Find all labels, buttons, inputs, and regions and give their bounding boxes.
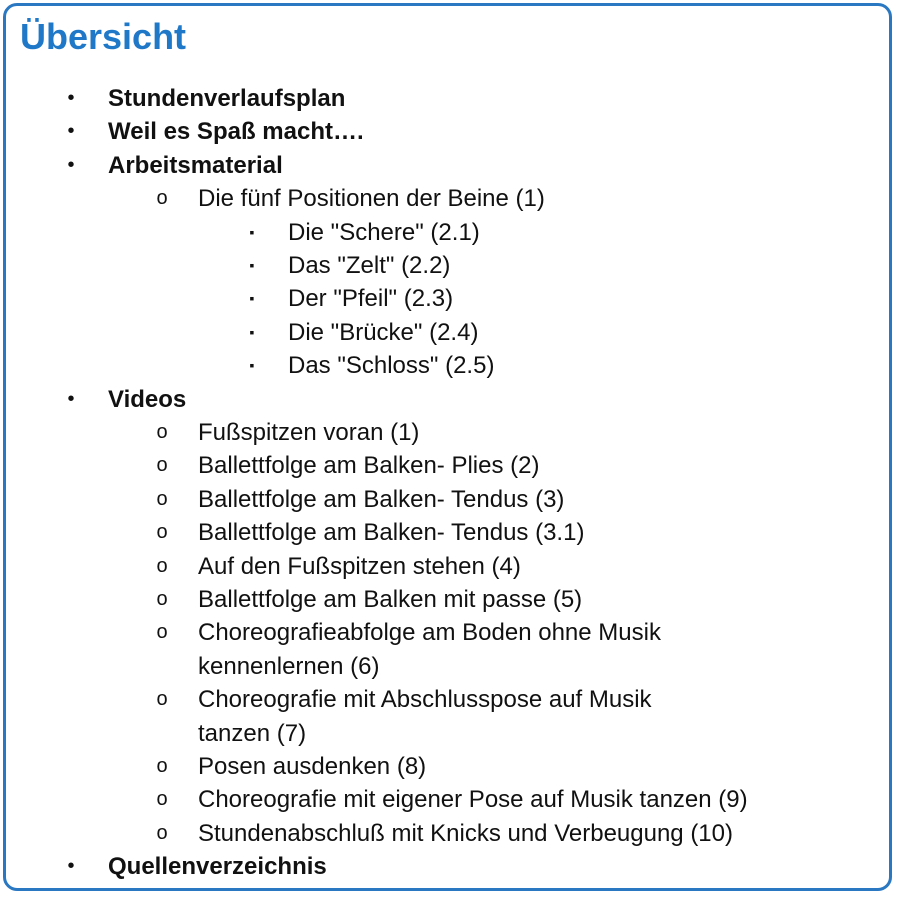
bullet-icon: o <box>156 588 168 610</box>
bullet-icon: o <box>156 688 168 711</box>
outline-item-continuation: tanzen (7) <box>198 719 307 747</box>
bullet-icon: • <box>67 120 75 143</box>
bullet-icon: • <box>67 387 75 410</box>
outline-item <box>0 115 880 148</box>
outline-item <box>0 216 880 249</box>
outline-item <box>0 82 880 115</box>
outline-item-text: Ballettfolge am Balken- Tendus (3) <box>198 485 565 513</box>
outline-item <box>0 349 880 382</box>
outline-item-text: Stundenverlaufsplan <box>108 85 346 112</box>
outline-item-text: Posen ausdenken (8) <box>198 753 427 780</box>
outline-item-text: Ballettfolge am Balken- Tendus (3.1) <box>198 519 585 547</box>
outline-item-text: Das "Zelt" (2.2) <box>288 252 451 279</box>
outline-item <box>0 516 880 549</box>
bullet-icon: o <box>156 521 168 544</box>
outline-item-text: Choreografieabfolge am Boden ohne Musik <box>198 619 661 647</box>
bullet-icon: ▪ <box>249 257 255 273</box>
outline-item-text: Die "Brücke" (2.4) <box>288 318 479 346</box>
outline-item <box>0 616 880 649</box>
outline-item-text: Ballettfolge am Balken mit passe (5) <box>198 586 583 613</box>
bullet-icon: • <box>67 87 75 109</box>
outline-item-text: Die "Schere" (2.1) <box>288 218 480 246</box>
bullet-icon: o <box>156 187 168 210</box>
outline-item-text: Quellenverzeichnis <box>108 853 327 881</box>
outline-item <box>0 783 880 816</box>
bullet-icon: ▪ <box>249 223 255 240</box>
outline-item <box>0 817 880 850</box>
outline-item <box>0 416 880 449</box>
outline-item-text: Weil es Spaß macht…. <box>108 118 364 146</box>
bullet-icon: o <box>156 454 168 477</box>
outline-item <box>0 383 880 416</box>
outline-item-text: Der "Pfeil" (2.3) <box>288 285 454 313</box>
bullet-icon: o <box>156 487 168 510</box>
outline-item-text: Fußspitzen voran (1) <box>198 419 420 446</box>
bullet-icon: • <box>67 855 75 878</box>
bullet-icon: o <box>156 821 168 844</box>
outline-item <box>0 316 880 349</box>
outline-item-text: Choreografie mit eigener Pose auf Musik tanzen (9) <box>198 786 748 814</box>
outline-item-text: Auf den Fußspitzen stehen (4) <box>198 552 521 580</box>
bullet-icon: • <box>67 153 75 176</box>
outline-item <box>0 483 880 516</box>
page-title: Übersicht <box>20 16 187 57</box>
bullet-icon: o <box>156 621 168 644</box>
outline-item <box>0 182 880 215</box>
outline-item <box>0 282 880 315</box>
outline-item-text: Die fünf Positionen der Beine (1) <box>198 185 545 213</box>
bullet-icon: o <box>156 421 168 443</box>
outline-item-text: Das "Schloss" (2.5) <box>288 352 495 380</box>
bullet-icon: ▪ <box>249 323 255 340</box>
bullet-icon: o <box>156 755 168 777</box>
bullet-icon: ▪ <box>249 290 255 307</box>
outline-item <box>0 683 880 716</box>
outline-item-text: Ballettfolge am Balken- Plies (2) <box>198 452 540 480</box>
outline-item-continuation: kennenlernen (6) <box>198 652 380 680</box>
bullet-icon: o <box>156 554 168 577</box>
outline-item <box>0 750 880 783</box>
outline-item-text: Arbeitsmaterial <box>108 151 283 179</box>
outline-item <box>0 449 880 482</box>
outline-item-text: Stundenabschluß mit Knicks und Verbeugung (10) <box>198 819 733 847</box>
bullet-icon: o <box>156 788 168 811</box>
outline-item-text: Choreografie mit Abschlusspose auf Musik <box>198 686 652 714</box>
outline-item <box>0 550 880 583</box>
outline-item <box>0 249 880 282</box>
bullet-icon: ▪ <box>249 357 255 374</box>
outline-item-text: Videos <box>108 385 187 413</box>
outline-item <box>0 149 880 182</box>
outline-item <box>0 583 880 616</box>
outline-item <box>0 850 880 883</box>
